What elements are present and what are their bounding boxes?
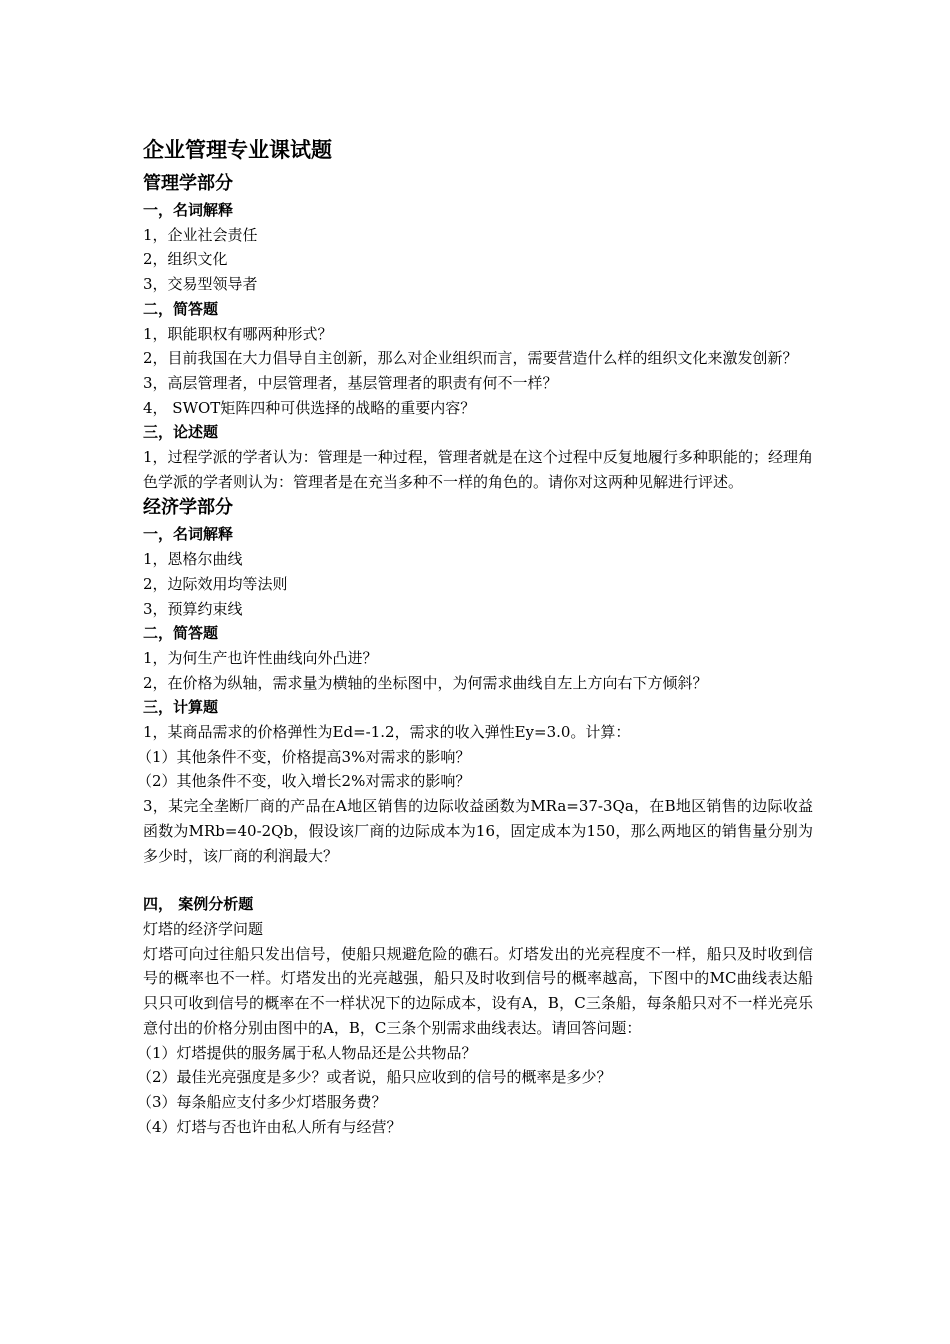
econ-case-heading: 四， 案例分析题 [143, 895, 254, 914]
question-item: 1，为何生产也许性曲线向外凸进？ [143, 648, 378, 667]
question-item: 2，边际效用均等法则 [143, 574, 288, 593]
case-question: （3）每条船应支付多少灯塔服务费？ [137, 1092, 387, 1111]
case-question: （1）灯塔提供的服务属于私人物品还是公共物品？ [137, 1043, 477, 1062]
mgmt-terms-heading: 一，名词解释 [143, 201, 234, 219]
case-question: （4）灯塔与否也许由私人所有与经营？ [137, 1117, 402, 1136]
question-item: 3，预算约束线 [143, 599, 243, 618]
case-question: （2）最佳光亮强度是多少？或者说，船只应收到的信号的概率是多少？ [137, 1068, 612, 1087]
question-item: 1，过程学派的学者认为：管理是一种过程，管理者就是在这个过程中反复地履行多种职能的；经理角色学派的学者则认为：管理者是在充当多种不一样的角色的。请你对这两种见解进行评述。 [143, 448, 813, 491]
case-title: 灯塔的经济学问题 [143, 919, 264, 938]
management-part-title: 管理学部分 [143, 173, 233, 194]
question-item: 3，交易型领导者 [143, 275, 258, 294]
question-item: 1，恩格尔曲线 [143, 550, 243, 569]
question-item: 1，某商品需求的价格弹性为Ed=-1.2，需求的收入弹性Ey=3.0。计算： [143, 723, 631, 742]
question-item: 2，在价格为纵轴，需求量为横轴的坐标图中，为何需求曲线自左上方向右下方倾斜？ [143, 673, 708, 692]
document-title: 企业管理专业课试题 [143, 138, 332, 162]
econ-short-answer-heading: 二，简答题 [143, 624, 219, 643]
spacer [143, 868, 813, 892]
question-item: 4， SWOT矩阵四种可供选择的战略的重要内容？ [143, 398, 476, 417]
mgmt-essay-heading: 三，论述题 [143, 423, 219, 442]
econ-terms-heading: 一，名词解释 [143, 525, 234, 544]
economics-part-title: 经济学部分 [143, 497, 233, 519]
question-item: 2，目前我国在大力倡导自主创新，那么对企业组织而言，需要营造什么样的组织文化来激发创新？ [143, 349, 798, 368]
question-item: 1，职能职权有哪两种形式？ [143, 324, 333, 343]
sub-question-item: （1）其他条件不变，价格提高3%对需求的影响？ [137, 747, 471, 766]
sub-question-item: （2）其他条件不变，收入增长2%对需求的影响？ [137, 772, 471, 791]
mgmt-short-answer-heading: 二，简答题 [143, 299, 219, 318]
econ-calculation-heading: 三，计算题 [143, 698, 219, 717]
question-item: 1，企业社会责任 [143, 225, 258, 244]
question-item: 3，高层管理者，中层管理者，基层管理者的职责有何不一样？ [143, 373, 558, 392]
case-text: 灯塔可向过往船只发出信号，使船只规避危险的礁石。灯塔发出的光亮程度不一样，船只及时收到信号的概率也不一样。灯塔发出的光亮越强，船只及时收到信号的概率越高，下图中的MC曲线表达船只只可收到信号的概率在不一样状况下的边际成本，设有A，B，C三条船，每条船只对不一样光亮乐意付出的价格分别由图中的A，B，C三条个别需求曲线表达。请回答问题： [143, 944, 813, 1037]
question-item: 3，某完全垄断厂商的产品在A地区销售的边际收益函数为MRa=37-3Qa，在B地区销售的边际收益函数为MRb=40-2Qb，假设该厂商的边际成本为16，固定成本为150，那么两地区的销售量分别为多少时，该厂商的利润最大？ [143, 797, 813, 865]
question-item: 2，组织文化 [143, 250, 228, 269]
exam-document [137, 134, 813, 1139]
